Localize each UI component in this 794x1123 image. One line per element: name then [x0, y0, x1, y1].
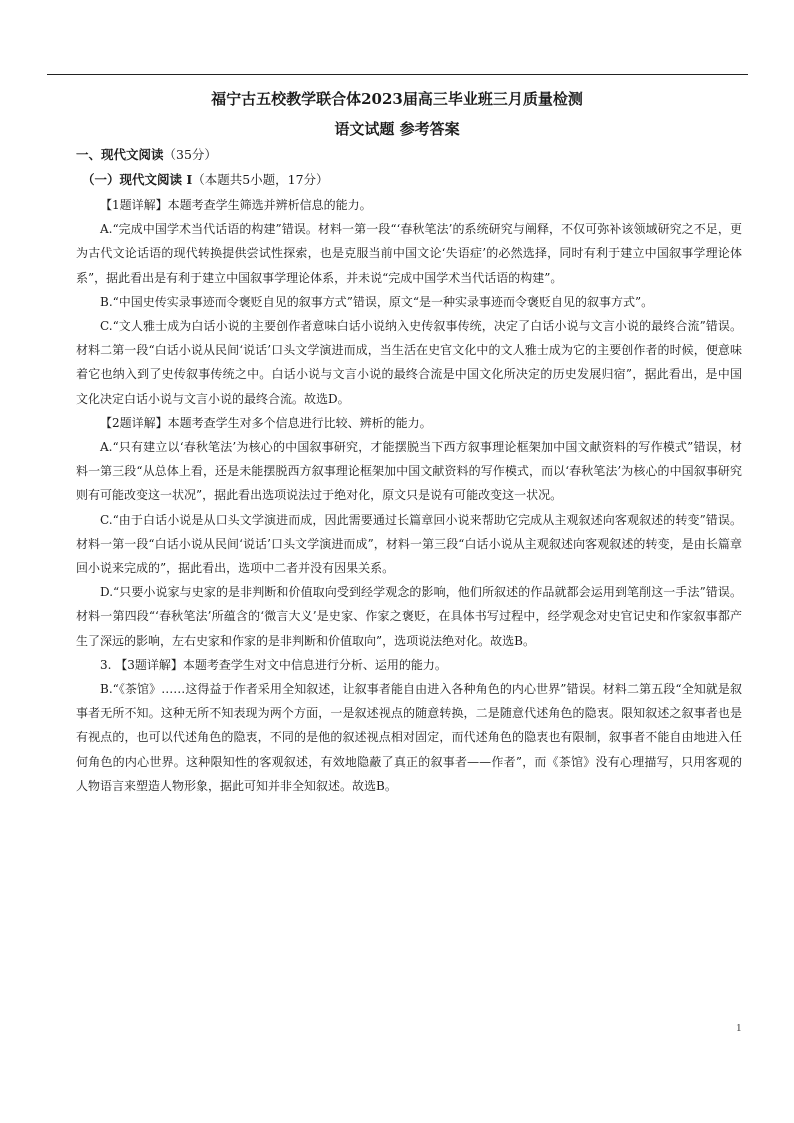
answer-paragraph: 3. 【3题详解】本题考查学生对文中信息进行分析、运用的能力。 — [100, 657, 447, 672]
answer-paragraph: C.“文人雅士成为白话小说的主要创作者意味白话小说纳入史传叙事传统，决定了白话小说与文言小说的最终合流”错误。材料二第一段“白话小说从民间‘说话’口头文学演进而成，当生活在史官文化中的文人雅士成为它的主要创作者的时候，便意味着它也纳入到了史传叙事传统之中。白话小说与文言小说的最终合流是中国文化所决定的历史发展归宿”，据此看出，是中国文化决定白话小说与文言小说的最终合流。故选D。 — [76, 319, 742, 406]
subsection-heading-note: （本题共5小题，17分） — [192, 172, 329, 187]
answer-paragraph: A.“只有建立以‘春秋笔法’为核心的中国叙事研究，才能摆脱当下西方叙事理论框架加中国文献资料的写作模式”错误，材料一第三段“从总体上看，还是未能摆脱西方叙事理论框架加中国文献资料的写作模式，而以‘春秋笔法’为核心的中国叙事研究则有可能改变这一状况”，据此看出选项说法过于绝对化，原文只是说有可能改变这一状况。 — [76, 440, 742, 503]
answer-paragraph: B.“《茶馆》……这得益于作者采用全知叙述，让叙事者能自由进入各种角色的内心世界”错误。材料二第五段“全知就是叙事者无所不知。这种无所不知表现为两个方面，一是叙述视点的随意转换，二是随意代述角色的隐衷。限知叙述之叙事者也是有视点的，也可以代述角色的隐衷，不同的是他的叙述视点相对固定，而代述角色的隐衷也有限制，叙事者不能自由地进入任何角色的内心世界。这种限知性的客观叙述，有效地隐蔽了真正的叙事者——作者”，而《茶馆》没有心理描写，只用客观的人物语言来塑造人物形象，据此可知并非全知叙述。故选B。 — [76, 682, 742, 793]
page-number: 1 — [736, 1022, 742, 1034]
answer-paragraph: 【1题详解】本题考查学生筛选并辨析信息的能力。 — [100, 198, 372, 212]
document-title: 福宁古五校教学联合体2023届高三毕业班三月质量检测 — [211, 90, 583, 108]
answer-paragraph: A.“完成中国学术当代话语的构建”错误。材料一第一段“‘春秋笔法’的系统研究与阐释，不仅可弥补该领域研究之不足，更为古代文论话语的现代转换提供尝试性探索，也是克服当前中国文论‘失语症’的必然选择，同时有利于建立中国叙事学理论体系”，据此看出是有利于建立中国叙事学理论体系，并未说“完成中国学术当代话语的构建”。 — [76, 222, 742, 285]
answer-paragraph: C.“由于白话小说是从口头文学演进而成，因此需要通过长篇章回小说来帮助它完成从主观叙述向客观叙述的转变”错误。材料一第一段“白话小说从民间‘说话’口头文学演进而成”，材料一第三段“白话小说从主观叙述向客观叙述的转变，是由长篇章回小说来完成的”，据此看出，选项中二者并没有因果关系。 — [76, 512, 742, 576]
answer-paragraph: D.“只要小说家与史家的是非判断和价值取向受到经学观念的影响，他们所叙述的作品就都会运用到笔削这一手法”错误。 材料一第四段“‘春秋笔法’所蕴含的‘微言大义’是史家、作家之褒贬，在具体书写过程中，经学观念对史官记史和作家叙事都产生了深远的影响，左右史家和作家的是非判断和价值取向”，选项说法绝对化。故选B。 — [76, 585, 742, 648]
section-heading — [76, 146, 217, 164]
subsection-heading — [82, 171, 329, 189]
subsection-heading-label: （一）现代文阅读 I — [82, 172, 193, 187]
section-heading-points: （35分） — [163, 147, 217, 162]
header-rule — [47, 74, 748, 75]
answer-paragraph: B.“中国史传实录事迹而令褒贬自见的叙事方式”错误，原文“是一种实录事迹而令褒贬自见的叙事方式”。 — [100, 294, 654, 309]
answer-body — [76, 193, 742, 798]
document-subtitle: 语文试题 参考答案 — [334, 120, 460, 138]
answer-paragraph: 【2题详解】本题考查学生对多个信息进行比较、辨析的能力。 — [100, 415, 432, 430]
section-heading-label: 一、现代文阅读 — [76, 147, 164, 162]
